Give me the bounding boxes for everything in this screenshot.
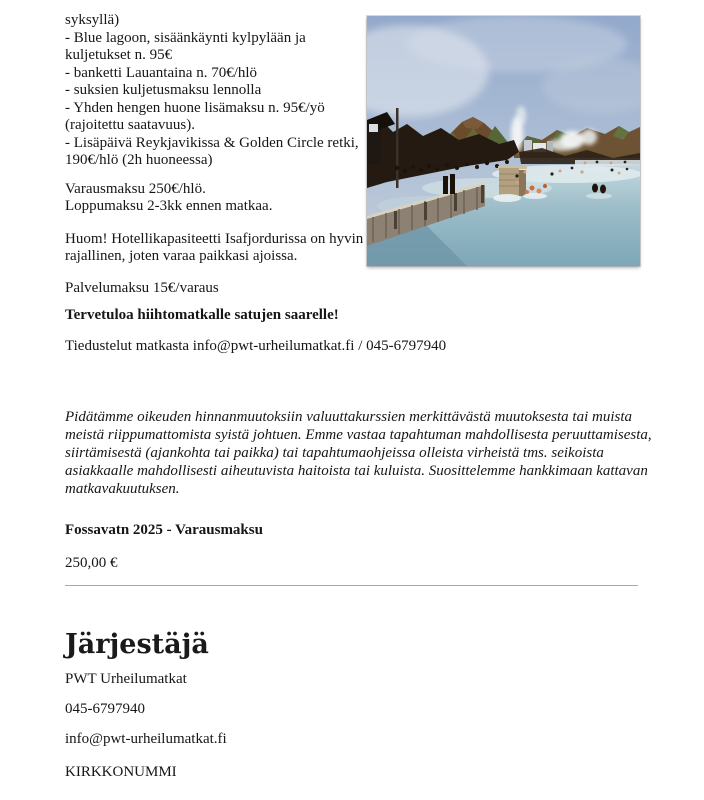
text-line: Loppumaksu 2-3kk ennen matkaa. [65, 198, 273, 214]
text-line: Varausmaksu 250€/hlö. [65, 180, 206, 197]
disclaimer-paragraph [65, 408, 652, 498]
text-line: siirtämisestä (ajankohta tai paikka) tai tapahtumaohjeissa olleista virheistä tms. seikoista [65, 445, 604, 461]
text-line: syksyllä) [65, 12, 120, 28]
text-line: 190€/hlö (2h huoneessa) [65, 152, 213, 168]
contact-line: Tiedustelut matkasta info@pwt-urheilumatkat.fi / 045-6797940 [65, 337, 447, 354]
organizer-phone: 045-6797940 [65, 701, 145, 717]
text-line: Pidätämme oikeuden hinnanmuutoksiin valuuttakurssien merkittävästä muutoksesta tai muista [65, 409, 633, 425]
text-line: rajallinen, joten varaa paikkasi ajoissa. [65, 248, 298, 264]
text-line: - Blue lagoon, sisäänkäynti kylpylään ja [65, 29, 306, 46]
text-line: - suksien kuljetusmaksu lennolla [65, 82, 262, 98]
text-line: meistä riippumattomista syistä johtuen. Emme vastaa tapahtuman mahdollisesta peruuttamisesta, [65, 427, 652, 443]
blue-lagoon-photo-art [367, 16, 640, 266]
text-line: matkavakuutuksen. [65, 481, 180, 497]
text-line: kuljetukset n. 95€ [65, 47, 173, 63]
text-line: asiakkaalle mahdollisesti aiheutuvista haitoista tai kuluista. Suosittelemme hankkimaan kattavan [65, 463, 648, 479]
text-line: - Yhden hengen huone lisämaksu n. 95€/yö [65, 99, 325, 116]
intro-section [65, 12, 640, 297]
hotel-capacity-note [65, 231, 364, 266]
text-line: (rajoitettu saatavuus). [65, 117, 195, 133]
product-price: 250,00 € [65, 554, 118, 571]
text-line: Huom! Hotellikapasiteetti Isafjordurissa on hyvin [65, 230, 364, 247]
welcome-message: Tervetuloa hiihtomatkalle satujen saarelle! [65, 307, 339, 323]
trip-extras-list [65, 12, 364, 170]
organizer-city: KIRKKONUMMI [65, 763, 177, 780]
text-line: - banketti Lauantaina n. 70€/hlö [65, 64, 258, 81]
blue-lagoon-photo [367, 16, 640, 266]
organizer-heading: Järjestäjä [65, 629, 209, 660]
section-divider [65, 585, 638, 586]
text-line: - Lisäpäivä Reykjavikissa & Golden Circle retki, [65, 134, 359, 151]
service-fee-line: Palvelumaksu 15€/varaus [65, 279, 219, 296]
organizer-email: info@pwt-urheilumatkat.fi [65, 731, 227, 747]
payment-terms [65, 181, 364, 216]
intro-text-column [65, 12, 364, 297]
organizer-name: PWT Urheilumatkat [65, 671, 187, 687]
product-title: Fossavatn 2025 - Varausmaksu [65, 522, 263, 538]
